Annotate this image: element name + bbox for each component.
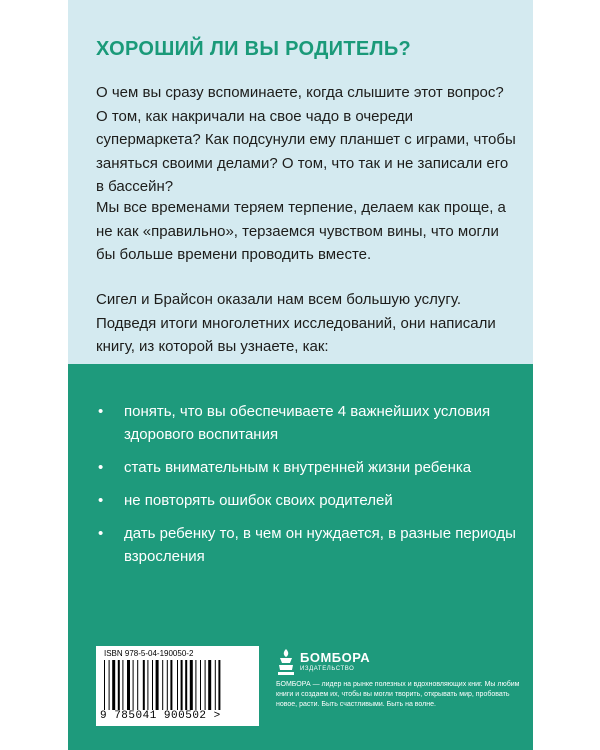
bullet-icon: • — [98, 403, 104, 420]
bullet-icon: • — [98, 492, 104, 509]
list-item — [96, 489, 516, 512]
list-item — [96, 456, 516, 479]
top-section — [68, 0, 533, 364]
barcode-panel — [96, 646, 259, 726]
cover-title: ХОРОШИЙ ЛИ ВЫ РОДИТЕЛЬ? — [96, 38, 412, 60]
bullet-icon: • — [98, 525, 104, 542]
book-back-cover — [68, 0, 533, 750]
publisher-subtitle: ИЗДАТЕЛЬСТВО — [300, 666, 355, 672]
list-item — [96, 522, 516, 568]
second-paragraph: Мы все временами теряем терпение, делаем как проще, а не как «правильно», терзаемся чувством вины, что могли бы больше времени проводить вместе. — [96, 199, 506, 263]
publisher-blurb: БОМБОРА — лидер на рынке полезных и вдохновляющих книг. Мы любим книги и создаем их, чтобы вы могли творить, открывать мир, пробовать новое, расти. Быть счастливыми. Быть на волне. — [276, 681, 520, 708]
bullet-icon: • — [98, 459, 104, 476]
publisher-name: БОМБОРА — [300, 650, 371, 665]
third-paragraph: Сигел и Брайсон оказали нам всем большую услугу. Подведя итоги многолетних исследований, они написали книгу, из которой вы узнаете, как: — [96, 291, 496, 355]
barcode-number: 9 785041 900502 > — [100, 710, 221, 722]
benefits-list — [96, 400, 516, 578]
list-item-text: стать внимательным к внутренней жизни ребенка — [124, 459, 472, 476]
list-item-text: не повторять ошибок своих родителей — [124, 492, 393, 509]
intro-paragraph: О чем вы сразу вспоминаете, когда слышите этот вопрос? О том, как накричали на свое чадо в очереди супермаркета? Как подсунули ему планшет с играми, чтобы заняться своими делами? О том, что так и не записали его в бассейн? — [96, 84, 516, 195]
isbn-label: ISBN 978-5-04-190050-2 — [104, 649, 194, 658]
list-item — [96, 400, 516, 446]
list-item-text: понять, что вы обеспечиваете 4 важнейших условия здорового воспитания — [124, 403, 491, 443]
list-item-text: дать ребенку то, в чем он нуждается, в разные периоды взросления — [124, 525, 516, 565]
publisher-logo — [276, 648, 376, 676]
barcode-icon — [104, 660, 251, 710]
bombora-logo-icon — [276, 648, 296, 676]
